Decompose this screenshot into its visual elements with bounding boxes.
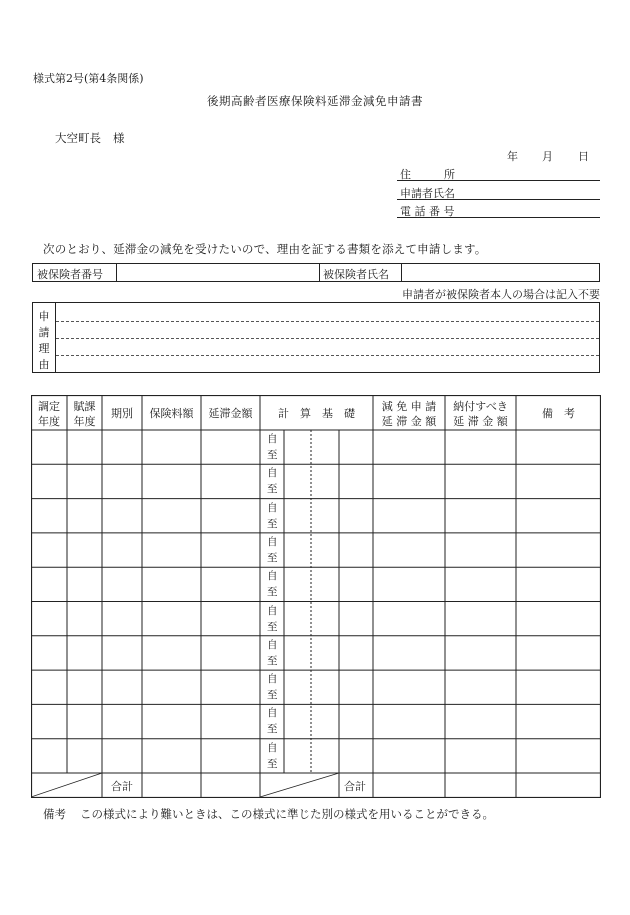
from-label: 自 [267,570,278,583]
header-payable-amount: 納付すべき 延 滞 金 額 [453,400,508,428]
insured-name-input[interactable] [402,264,599,281]
from-label: 自 [267,741,278,754]
table-row [31,636,601,670]
header-calculation-basis: 計 算 基 礎 [278,407,355,420]
total-label-left: 合計 [111,780,133,793]
to-label: 至 [267,654,278,667]
reason-label-char: 請 [38,326,50,339]
table-row [31,704,601,738]
remarks-label: 備考 [43,807,66,821]
divider [319,264,320,281]
reason-label-char: 申 [38,310,50,323]
from-label: 自 [267,433,278,445]
date-year-label: 年 [507,150,518,163]
to-label: 至 [267,757,278,770]
total-label-right: 合計 [344,780,366,793]
table-row [31,567,601,601]
reason-box [32,302,600,373]
header-exemption-request: 減 免 申 請 延 滞 金 額 [381,400,437,428]
from-label: 自 [267,673,278,686]
from-label: 自 [267,707,278,720]
applicant-address-field[interactable] [397,166,600,181]
calculation-table [31,395,601,798]
table-row [31,499,601,533]
to-label: 至 [267,723,278,736]
header-premium-amount: 保険料額 [149,407,194,420]
reason-label-column [33,303,56,372]
to-label: 至 [267,551,278,564]
insured-note: 申請者が被保険者本人の場合は記入不要 [402,288,600,301]
table-row [31,602,601,636]
header-late-fee-amount: 延滞金額 [208,407,253,420]
reason-label-char: 由 [38,358,50,371]
remarks-text: この様式により難いときは、この様式に準じた別の様式を用いることができる。 [80,807,494,821]
table-row [31,739,601,773]
total-diagonal-left [31,773,102,797]
to-label: 至 [267,620,278,633]
from-label: 自 [267,501,278,514]
table-row [31,464,601,498]
remarks [43,806,494,822]
insured-name-label: 被保険者氏名 [323,268,389,281]
document-title: 後期高齢者医療保険料延滞金減免申請書 [207,94,423,108]
to-label: 至 [267,586,278,599]
from-label: 自 [267,535,278,548]
from-label: 自 [267,467,278,480]
reason-input-area[interactable] [56,303,599,372]
applicant-name-label: 申請者氏名 [400,187,455,200]
from-label: 自 [267,604,278,617]
addressee-honorific: 様 [113,131,125,145]
to-label: 至 [267,449,278,461]
total-diagonal-right [260,773,339,797]
date-day-label: 日 [578,150,589,163]
addressee-name: 大空町長 [55,131,101,145]
header-assessment-year: 調定 年度 [38,400,60,428]
insured-number-label: 被保険者番号 [37,268,103,281]
header-levy-year: 賦課 年度 [73,400,96,428]
applicant-phone-label: 電 話 番 号 [400,205,455,218]
applicant-name-field[interactable] [397,185,600,200]
table-row [31,533,601,567]
reason-label-char: 理 [38,342,50,355]
insured-number-input[interactable] [117,264,319,281]
to-label: 至 [267,517,278,530]
intro-text: 次のとおり、延滞金の減免を受けたいので、理由を証する書類を添えて申請します。 [43,242,487,256]
from-label: 自 [267,638,278,651]
header-remarks: 備 考 [542,407,575,420]
applicant-address-label: 住 所 [400,168,455,181]
header-period: 期別 [111,407,133,420]
insured-info-row [32,263,600,282]
date-month-label: 月 [542,150,553,163]
to-label: 至 [267,689,278,702]
table-row [31,670,601,704]
form-number: 様式第2号(第4条関係) [33,72,144,85]
to-label: 至 [267,483,278,496]
applicant-phone-field[interactable] [397,203,600,218]
table-row [31,430,601,464]
